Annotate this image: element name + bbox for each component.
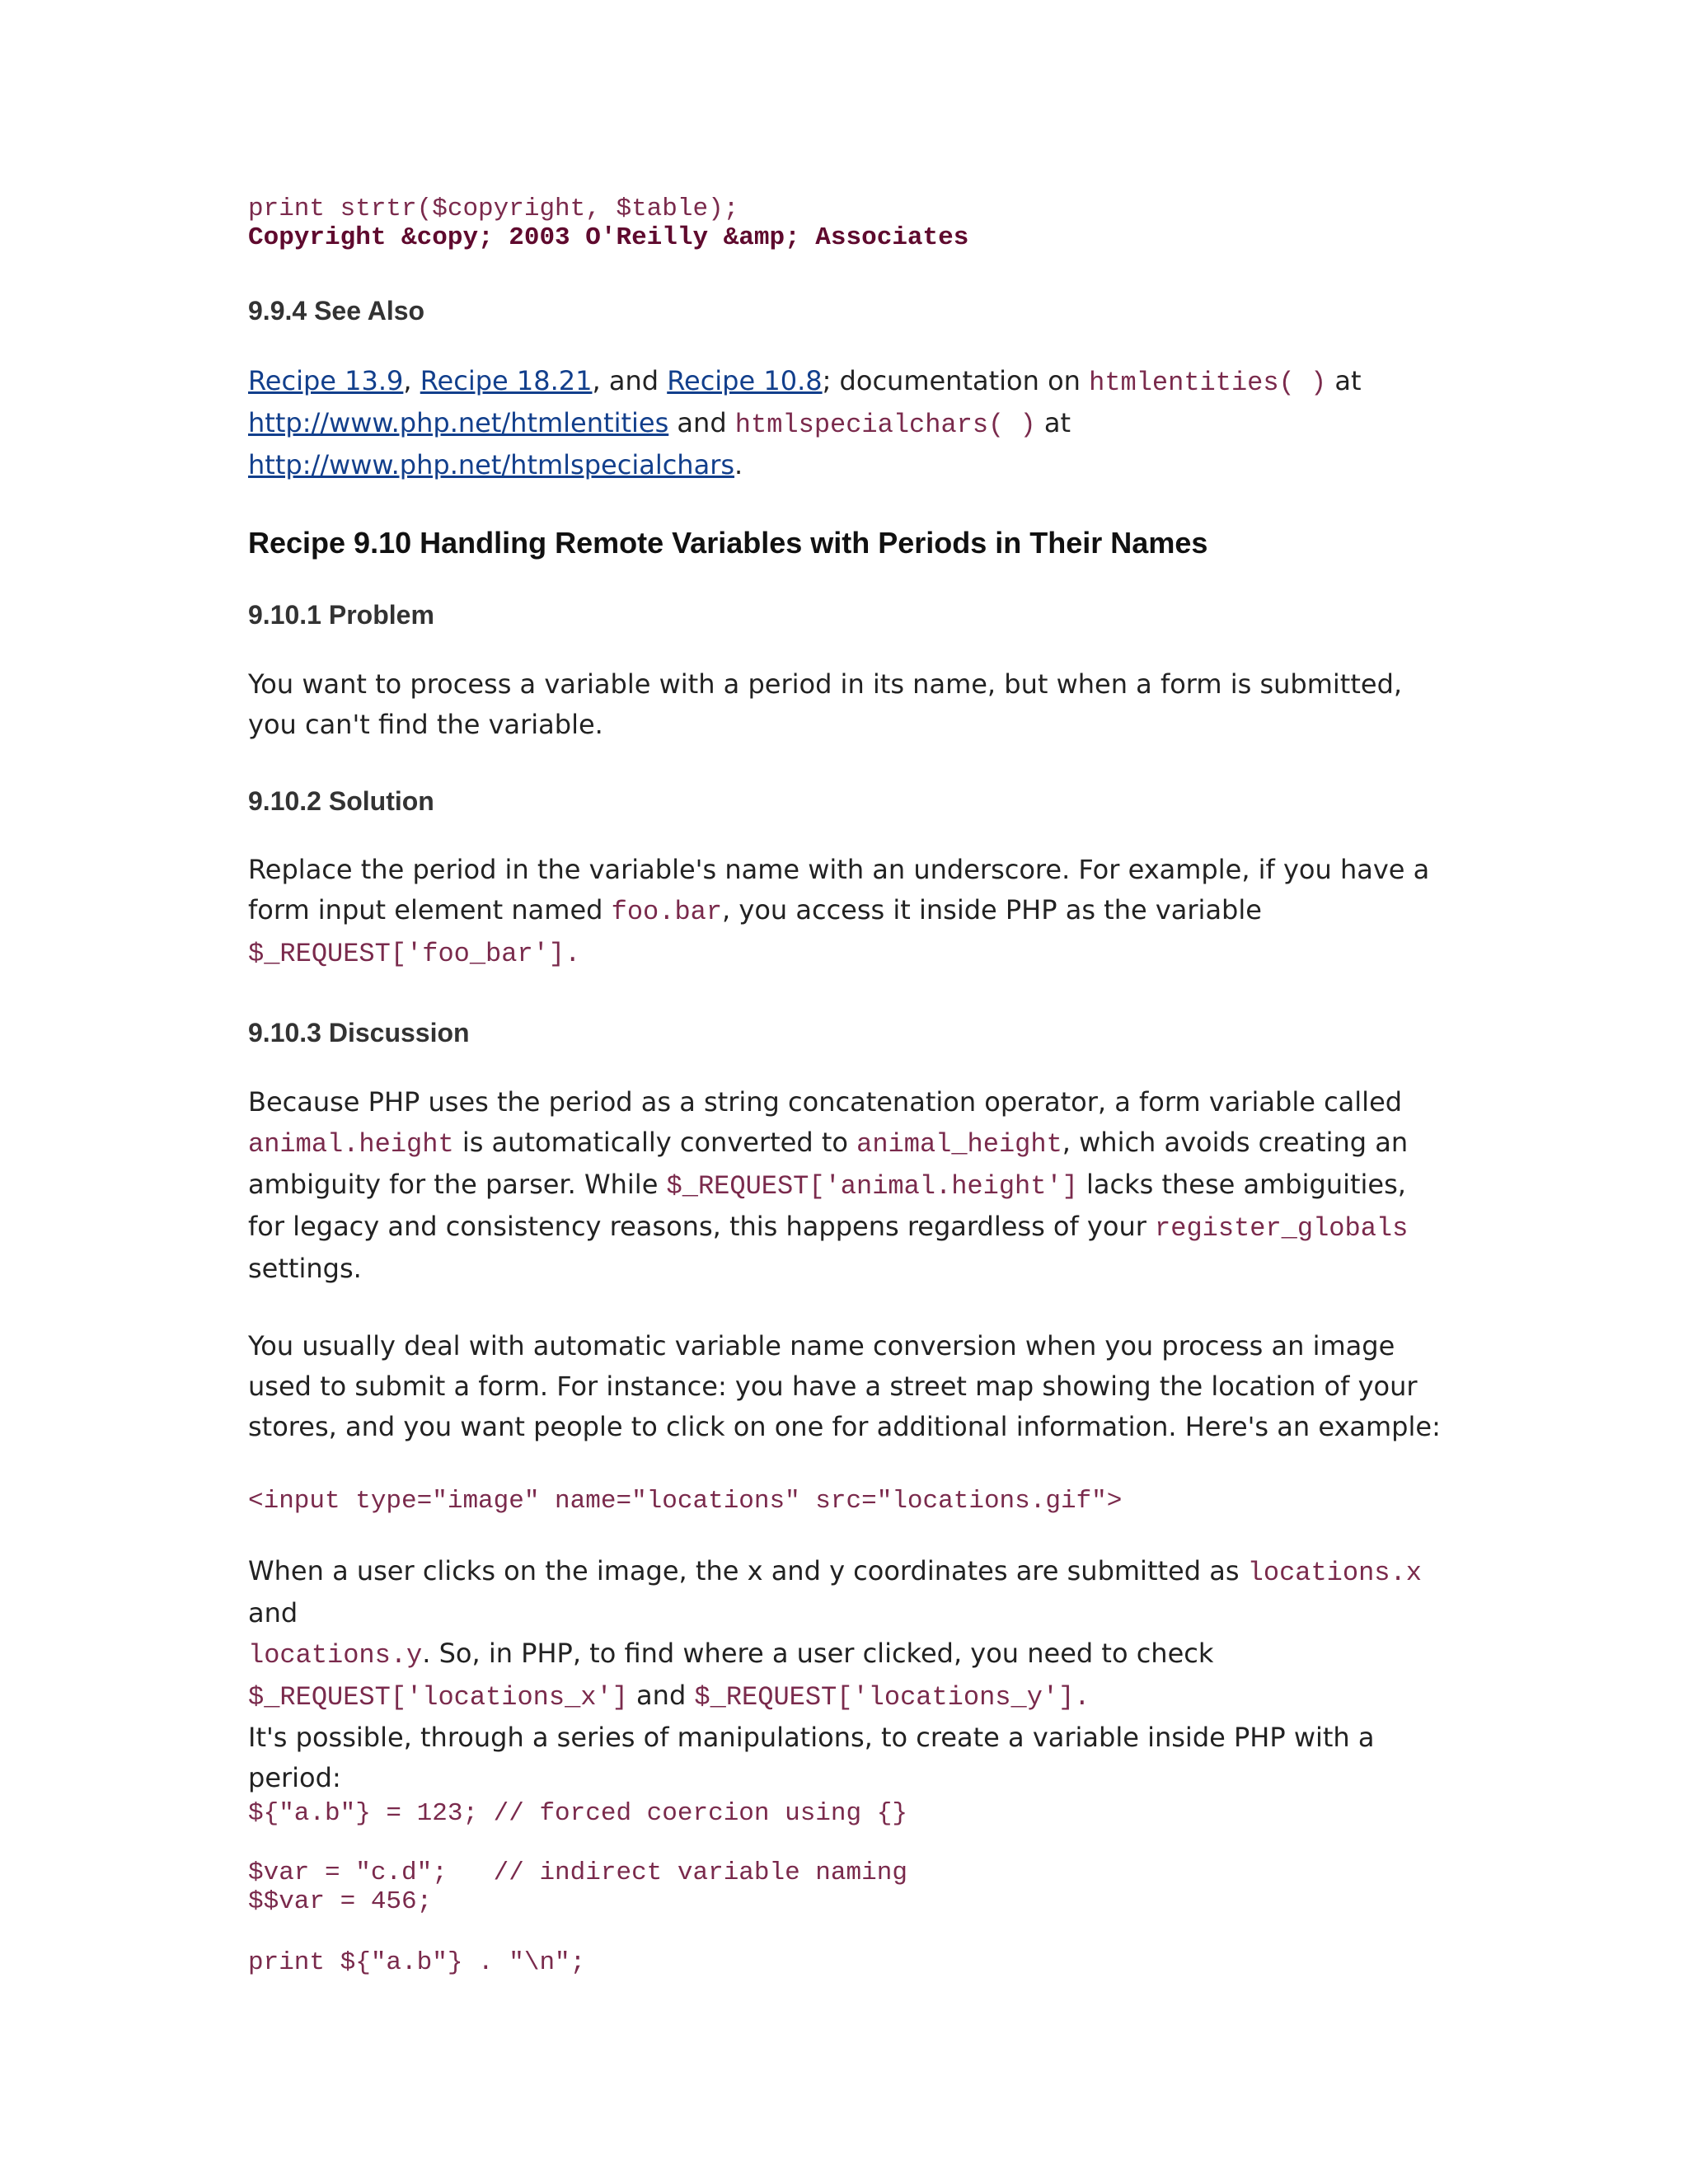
text-run: . So, in PHP, to find where a user clicked, you need to check — [422, 1638, 1214, 1669]
discussion-paragraph-4: It's possible, through a series of manipulations, to create a variable inside PHP with a period: — [248, 1722, 1375, 1793]
problem-paragraph: You want to process a variable with a period in its name, but when a form is submitted, you can't find the variable. — [248, 668, 1403, 740]
see-also-paragraph — [248, 361, 1443, 485]
code-request-locations-x: $_REQUEST['locations_x'] — [248, 1682, 628, 1713]
text-run: , — [403, 365, 420, 396]
code-print-strtr — [248, 194, 968, 252]
discussion-paragraph-2: You usually deal with automatic variable name conversion when you process an image used to submit a form. For instance: you have a street map showing the location of your stores, and you want people to click on one for additional information. Here's an example: — [248, 1330, 1441, 1442]
code-input-image: <input type="image" name="locations" src="locations.gif"> — [248, 1487, 1123, 1516]
text-run: When a user clicks on the image, the x and y coordinates are submitted as — [248, 1555, 1248, 1586]
text-run: lacks these ambiguities, for legacy and consistency reasons, this happens regardless of your — [248, 1169, 1406, 1242]
text-run: is automatically converted to — [453, 1127, 857, 1158]
text-run: settings. — [248, 1253, 362, 1284]
text-run: ; documentation on — [822, 365, 1090, 396]
code-request-locations-y: $_REQUEST['locations_y']. — [694, 1682, 1090, 1713]
link-php-htmlentities[interactable]: http://www.php.net/htmlentities — [248, 407, 669, 438]
code-animal-height: animal.height — [248, 1129, 454, 1160]
solution-paragraph — [248, 850, 1443, 974]
text-run: . — [734, 449, 743, 480]
code-print-line: print ${"a.b"} . "\n"; — [248, 1948, 586, 1977]
link-php-htmlspecialchars[interactable]: http://www.php.net/htmlspecialchars — [248, 449, 735, 480]
text-run: and — [668, 407, 735, 438]
link-recipe-10-8[interactable]: Recipe 10.8 — [667, 365, 823, 396]
text-run: , you access it inside PHP as the variable — [722, 894, 1262, 926]
code-request-animal-height: $_REQUEST['animal.height'] — [666, 1171, 1078, 1202]
text-run: at — [1326, 365, 1362, 396]
recipe-title: Recipe 9.10 Handling Remote Variables with Periods in Their Names — [248, 526, 1208, 560]
text-run: and — [248, 1597, 298, 1629]
code-coercion-line: ${"a.b"} = 123; // forced coercion using {} — [248, 1799, 907, 1828]
code-request-foo-bar: $_REQUEST['foo_bar']. — [248, 939, 581, 969]
discussion-paragraph-3 — [248, 1551, 1443, 1718]
code-output-line: Copyright &copy; 2003 O'Reilly &amp; Associates — [248, 223, 969, 252]
discussion-paragraph-1 — [248, 1082, 1443, 1289]
code-locations-y: locations.y — [248, 1640, 423, 1671]
code-register-globals: register_globals — [1155, 1213, 1409, 1244]
text-run: and — [627, 1680, 695, 1711]
section-heading-solution: 9.10.2 Solution — [248, 786, 434, 816]
code-line: print strtr($copyright, $table); — [248, 194, 739, 223]
code-htmlspecialchars: htmlspecialchars( ) — [734, 410, 1036, 440]
section-heading-discussion: 9.10.3 Discussion — [248, 1018, 470, 1047]
link-recipe-13-9[interactable]: Recipe 13.9 — [248, 365, 404, 396]
code-line: $var = "c.d"; // indirect variable naming — [248, 1858, 907, 1887]
code-animal-height-underscore: animal_height — [856, 1129, 1062, 1160]
code-foo-bar: foo.bar — [611, 897, 723, 927]
text-run: Because PHP uses the period as a string concatenation operator, a form variable called — [248, 1086, 1403, 1118]
code-locations-x: locations.x — [1247, 1558, 1422, 1588]
code-htmlentities: htmlentities( ) — [1089, 368, 1327, 398]
code-indirect-naming — [248, 1858, 907, 1916]
text-run: at — [1035, 407, 1071, 438]
section-heading-problem: 9.10.1 Problem — [248, 600, 434, 630]
text-run: , and — [592, 365, 668, 396]
text-run: , which avoids creating an ambiguity for the parser. While — [248, 1127, 1409, 1200]
text-run: Replace the period in the variable's name with an underscore. For example, if you have a form input element named — [248, 854, 1430, 926]
link-recipe-18-21[interactable]: Recipe 18.21 — [420, 365, 593, 396]
code-line: $$var = 456; — [248, 1887, 433, 1916]
section-heading-see-also: 9.9.4 See Also — [248, 296, 425, 326]
